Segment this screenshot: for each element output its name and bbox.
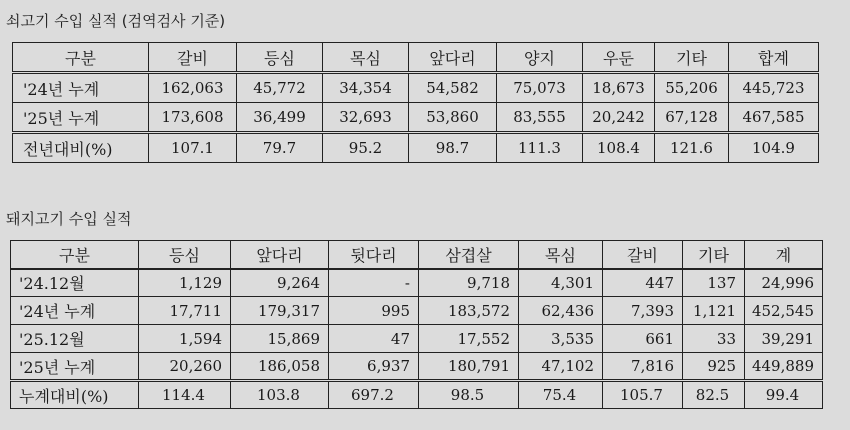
table-cell: 445,723	[729, 73, 819, 103]
table-cell: 20,242	[583, 103, 655, 133]
table-cell: 20,260	[139, 353, 231, 381]
table-cell: 452,545	[745, 297, 823, 325]
table-cell: 45,772	[237, 73, 323, 103]
table-row	[11, 325, 823, 353]
table-cell: 1,129	[139, 269, 231, 297]
beef-header-cell: 합계	[729, 43, 819, 73]
table-cell: 162,063	[149, 73, 237, 103]
beef-header-row	[13, 43, 819, 73]
table-cell: 98.5	[419, 381, 519, 409]
table-cell: 103.8	[231, 381, 329, 409]
table-cell: 1,594	[139, 325, 231, 353]
table-cell: 180,791	[419, 353, 519, 381]
beef-header-cell: 앞다리	[409, 43, 497, 73]
table-cell: 24,996	[745, 269, 823, 297]
pork-header-cell: 등심	[139, 241, 231, 269]
table-cell: 449,889	[745, 353, 823, 381]
table-cell: 9,718	[419, 269, 519, 297]
table-cell: 107.1	[149, 133, 237, 163]
table-cell: 183,572	[419, 297, 519, 325]
table-cell: 137	[683, 269, 745, 297]
pork-header-cell: 구분	[11, 241, 139, 269]
pork-header-cell: 계	[745, 241, 823, 269]
table-cell: 447	[603, 269, 683, 297]
row-label: '25년 누계	[11, 353, 139, 381]
table-cell: 9,264	[231, 269, 329, 297]
table-row	[11, 269, 823, 297]
pork-import-table	[10, 240, 823, 409]
table-row	[11, 297, 823, 325]
pork-header-cell: 뒷다리	[329, 241, 419, 269]
table-row	[13, 133, 819, 163]
table-cell: 3,535	[519, 325, 603, 353]
table-row	[13, 103, 819, 133]
table-cell: 79.7	[237, 133, 323, 163]
table-cell: 661	[603, 325, 683, 353]
table-cell: 17,552	[419, 325, 519, 353]
pork-header-cell: 갈비	[603, 241, 683, 269]
table-cell: 54,582	[409, 73, 497, 103]
table-cell: 186,058	[231, 353, 329, 381]
beef-header-cell: 갈비	[149, 43, 237, 73]
table-cell: 47,102	[519, 353, 603, 381]
row-label: '24년 누계	[13, 73, 149, 103]
table-cell: 1,121	[683, 297, 745, 325]
table-cell: 6,937	[329, 353, 419, 381]
row-label: '24.12월	[11, 269, 139, 297]
table-cell: 104.9	[729, 133, 819, 163]
table-cell: 179,317	[231, 297, 329, 325]
table-cell: 62,436	[519, 297, 603, 325]
table-row	[13, 73, 819, 103]
table-cell: 36,499	[237, 103, 323, 133]
row-label: '25년 누계	[13, 103, 149, 133]
table-cell: 114.4	[139, 381, 231, 409]
table-cell: 15,869	[231, 325, 329, 353]
beef-header-cell: 구분	[13, 43, 149, 73]
table-cell: 995	[329, 297, 419, 325]
table-cell: 75,073	[497, 73, 583, 103]
table-cell: 82.5	[683, 381, 745, 409]
table-cell: 111.3	[497, 133, 583, 163]
table-cell: 67,128	[655, 103, 729, 133]
table-cell: 121.6	[655, 133, 729, 163]
table-cell: 925	[683, 353, 745, 381]
row-label: '24년 누계	[11, 297, 139, 325]
table-cell: 53,860	[409, 103, 497, 133]
pork-header-cell: 기타	[683, 241, 745, 269]
table-cell: 4,301	[519, 269, 603, 297]
table-cell: 697.2	[329, 381, 419, 409]
table-cell: 108.4	[583, 133, 655, 163]
row-label: '25.12월	[11, 325, 139, 353]
pork-header-cell: 삼겹살	[419, 241, 519, 269]
beef-header-cell: 양지	[497, 43, 583, 73]
table-row	[11, 381, 823, 409]
table-cell: 7,816	[603, 353, 683, 381]
beef-header-cell: 목심	[323, 43, 409, 73]
pork-header-cell: 앞다리	[231, 241, 329, 269]
table-cell: 467,585	[729, 103, 819, 133]
table-cell: -	[329, 269, 419, 297]
beef-header-cell: 기타	[655, 43, 729, 73]
table-cell: 39,291	[745, 325, 823, 353]
table-cell: 105.7	[603, 381, 683, 409]
beef-import-table	[12, 42, 819, 163]
row-label: 누계대비(%)	[11, 381, 139, 409]
pork-import-title: 돼지고기 수입 실적	[6, 210, 132, 228]
table-cell: 33	[683, 325, 745, 353]
table-cell: 34,354	[323, 73, 409, 103]
table-cell: 18,673	[583, 73, 655, 103]
table-cell: 7,393	[603, 297, 683, 325]
pork-header-row	[11, 241, 823, 269]
row-label: 전년대비(%)	[13, 133, 149, 163]
beef-header-cell: 등심	[237, 43, 323, 73]
table-cell: 95.2	[323, 133, 409, 163]
table-cell: 99.4	[745, 381, 823, 409]
table-row	[11, 353, 823, 381]
table-cell: 47	[329, 325, 419, 353]
table-cell: 98.7	[409, 133, 497, 163]
pork-header-cell: 목심	[519, 241, 603, 269]
beef-import-title: 쇠고기 수입 실적 (검역검사 기준)	[6, 12, 226, 30]
table-cell: 173,608	[149, 103, 237, 133]
table-cell: 32,693	[323, 103, 409, 133]
table-cell: 55,206	[655, 73, 729, 103]
table-cell: 75.4	[519, 381, 603, 409]
table-cell: 17,711	[139, 297, 231, 325]
table-cell: 83,555	[497, 103, 583, 133]
beef-header-cell: 우둔	[583, 43, 655, 73]
